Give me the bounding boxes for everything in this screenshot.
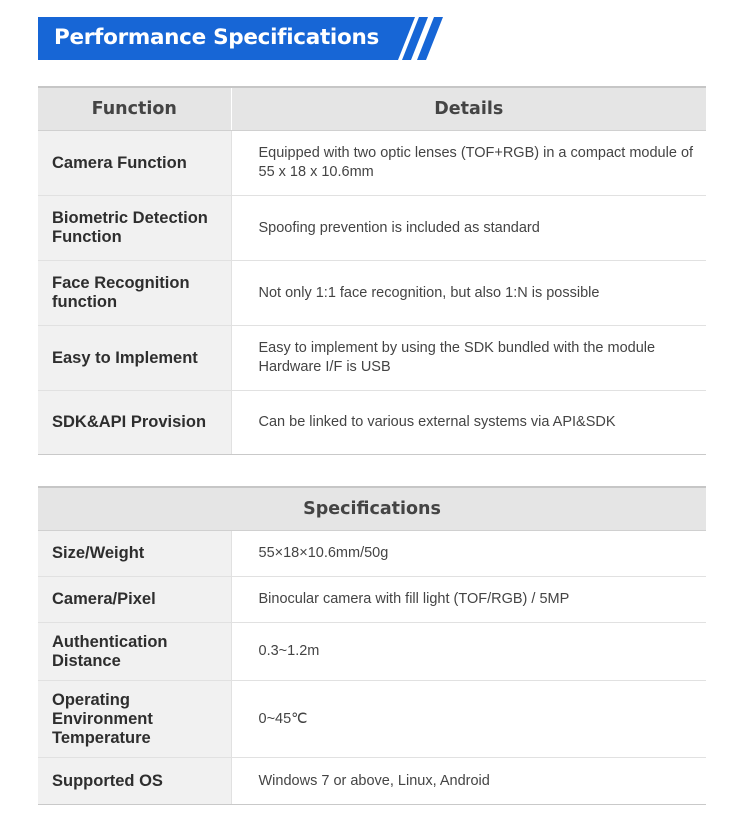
table-row <box>38 681 706 758</box>
row-detail: 55×18×10.6mm/50g <box>231 531 706 577</box>
section-banner <box>38 17 450 60</box>
row-detail: 0.3~1.2m <box>231 623 706 681</box>
row-detail <box>231 326 706 391</box>
performance-table <box>38 86 706 455</box>
table-row <box>38 261 706 326</box>
table-row <box>38 758 706 805</box>
row-detail: 0~45℃ <box>231 681 706 758</box>
table-header-row <box>38 87 706 131</box>
row-label: Authentication Distance <box>38 623 231 681</box>
table-header-row <box>38 487 706 531</box>
header-function: Function <box>38 87 231 131</box>
row-detail: Equipped with two optic lenses (TOF+RGB) in a compact module of 55 x 18 x 10.6mm <box>231 131 706 196</box>
row-label: Camera Function <box>38 131 231 196</box>
row-label: Face Recognition function <box>38 261 231 326</box>
header-details: Details <box>231 87 706 131</box>
row-label: Size/Weight <box>38 531 231 577</box>
row-detail: Not only 1:1 face recognition, but also 1:N is possible <box>231 261 706 326</box>
table-row <box>38 623 706 681</box>
row-detail: Spoofing prevention is included as standard <box>231 196 706 261</box>
row-detail: Windows 7 or above, Linux, Android <box>231 758 706 805</box>
row-label: Operating Environment Temperature <box>38 681 231 758</box>
row-label: Easy to Implement <box>38 326 231 391</box>
detail-line: Hardware I/F is USB <box>258 359 391 375</box>
row-detail: Can be linked to various external systems via API&SDK <box>231 391 706 455</box>
row-label: Supported OS <box>38 758 231 805</box>
table-row <box>38 531 706 577</box>
header-specifications: Specifications <box>38 487 706 531</box>
table-row <box>38 196 706 261</box>
row-detail: Binocular camera with fill light (TOF/RGB) / 5MP <box>231 577 706 623</box>
banner-title: Performance Specifications <box>54 25 379 50</box>
table-row <box>38 131 706 196</box>
row-label: Biometric Detection Function <box>38 196 231 261</box>
table-row <box>38 577 706 623</box>
specifications-table <box>38 486 706 805</box>
row-label: SDK&API Provision <box>38 391 231 455</box>
row-label: Camera/Pixel <box>38 577 231 623</box>
table-row <box>38 326 706 391</box>
table-row <box>38 391 706 455</box>
detail-line: Easy to implement by using the SDK bundled with the module <box>258 340 656 356</box>
